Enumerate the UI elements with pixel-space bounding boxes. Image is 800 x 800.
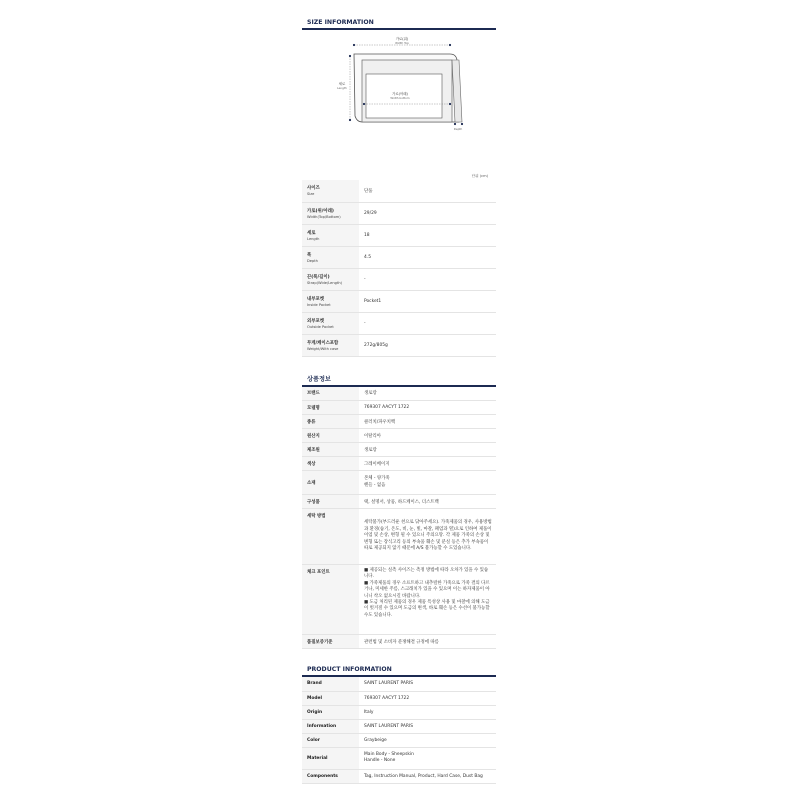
width-bottom-label: 가로(아래) Width bottom	[390, 92, 410, 100]
table-row: Information SAINT LAURENT PARIS	[302, 719, 496, 733]
table-row: Color Graybeige	[302, 733, 496, 747]
ko-info-table	[302, 387, 496, 650]
table-row: 원산지 이탈리아	[302, 429, 496, 443]
table-row: 세탁 방법 세탁불가(부드러운 천으로 닦아주세요). 가죽제품의 경우, 사용방법과 환경(습기, 온도, 비, 눈, 빛, 마찰, 패염과 열)으로 인하여 제품이 이염 및 손상, 변형 될 수 있으니 주의요망. 각 제품 가죽의 손상 및 변형 또는 장식고리 등의 부속품 훼손 및 분실 등은 추가 부속품이 따로 제공되지 않기 때문에 A/S 불가능할 수 도있습니다.	[302, 509, 496, 565]
size-section-title: SIZE INFORMATION	[307, 19, 374, 26]
table-row: 제조원 생로랑	[302, 443, 496, 457]
table-row: Brand SAINT LAURENT PARIS	[302, 677, 496, 691]
table-row: 소재 본체 - 양가죽 핸들 - 없음	[302, 471, 496, 495]
table-row: 폭 Depth 4.5	[302, 246, 496, 268]
table-row: 구성품 택, 설명서, 상품, 하드케이스, 더스트백	[302, 495, 496, 509]
table-row: 외부포켓 Outside Pocket -	[302, 312, 496, 334]
table-row: 색상 그레이베이지	[302, 457, 496, 471]
table-row: 무게/케이스포함 Weight/With case 272g/805g	[302, 334, 496, 356]
table-row: 브랜드 생로랑	[302, 387, 496, 401]
en-info-section-title: PRODUCT INFORMATION	[307, 666, 392, 673]
ko-info-section-title: 상품정보	[307, 375, 331, 383]
length-label: 세로 Length	[337, 82, 347, 90]
table-row: Origin Italy	[302, 705, 496, 719]
table-row: 종류 클러치/파우치백	[302, 415, 496, 429]
table-row: 품질보증기준 관련법 및 소비자 분쟁해결 규정에 따름	[302, 635, 496, 649]
table-row: 내부포켓 Inside Pocket Pocket1	[302, 290, 496, 312]
table-row: 모델명 769307 AACYT 1722	[302, 401, 496, 415]
table-row: Model 769307 AACYT 1722	[302, 691, 496, 705]
depth-label: Depth	[453, 127, 463, 131]
table-row: 끈(폭/길이) Strap(Wide/Length) -	[302, 268, 496, 290]
size-table	[302, 180, 496, 357]
table-row: Material Main Body - Sheepskin Handle - None	[302, 747, 496, 769]
product-detail-column	[302, 0, 496, 784]
table-row: 가로(위/아래) Width(Top/Bottom) 29/29	[302, 202, 496, 224]
table-row: 체크 포인트 ■ 제공되는 실측 사이즈는 측정 방법에 따라 오차가 있을 수 있습니다. ■ 가죽제품의 경우 소프트하고 내추럴한 가죽으로 가죽 결의 다르거나, 미세한 주름, 스크래치가 있을 수 있으며 이는 하자제품이 아니니 착오 없으시길 바랍니다. ■ 도금 처리된 제품의 경우 제품 특성상 사용 및 마찰에 의해 도금이 벗겨질 수 있으며 도금의 변색, 바로 훼손 등은 수선이 불가능할 수도 있습니다.	[302, 565, 496, 635]
table-row: 사이즈 Size 단품	[302, 180, 496, 202]
bag-size-diagram	[302, 30, 496, 156]
unit-note: 단위 (cm)	[471, 174, 488, 178]
table-row: Components Tag, Instruction Manual, Product, Hard Case, Dust Bag	[302, 769, 496, 783]
en-info-table	[302, 677, 496, 784]
table-row: 세로 Length 18	[302, 224, 496, 246]
width-top-label: 가로(위) Width Top	[395, 37, 409, 45]
